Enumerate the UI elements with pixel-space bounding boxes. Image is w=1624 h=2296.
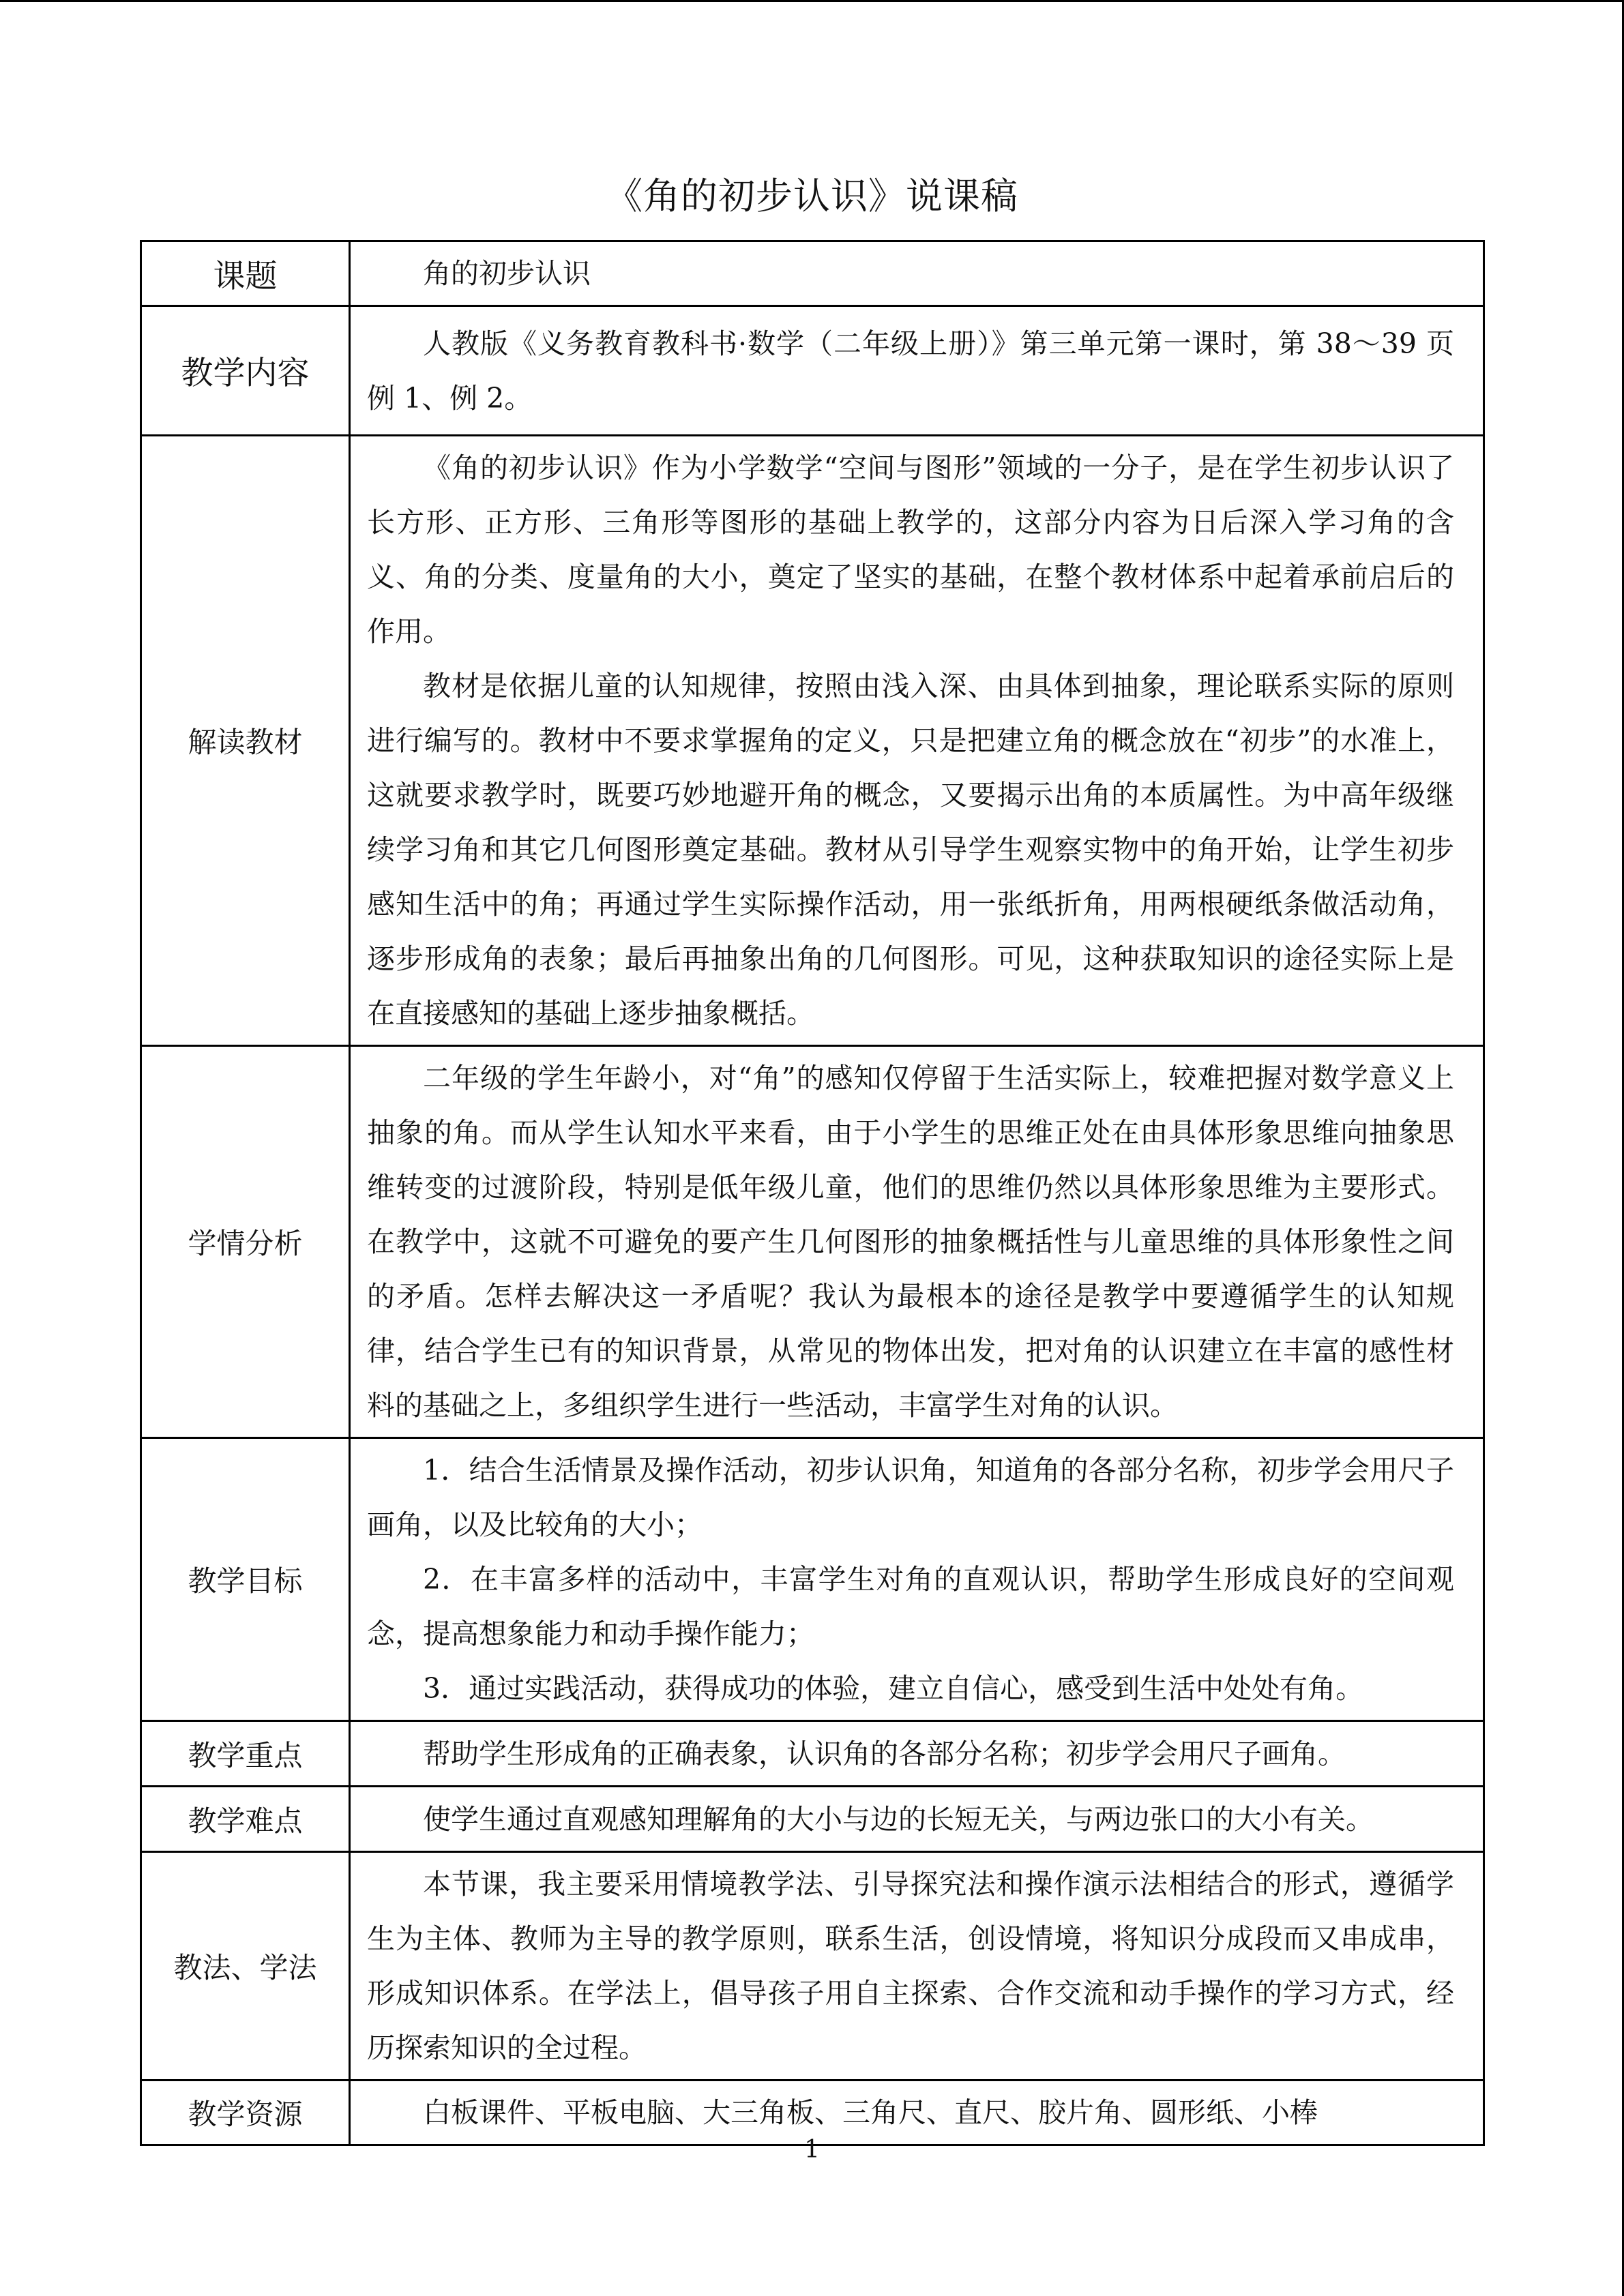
- row-label: 教学内容: [141, 306, 350, 436]
- document-title: 《角的初步认识》说课稿: [606, 175, 1018, 218]
- row-content: [350, 306, 1484, 436]
- row-label: 教学重点: [141, 1721, 350, 1787]
- row-label: 解读教材: [141, 436, 350, 1046]
- table-row-learners: [141, 1046, 1484, 1438]
- page-number: 1: [804, 2136, 820, 2164]
- content-paragraph: 1．结合生活情景及操作活动，初步认识角，知道角的各部分名称，初步学会用尺子画角，以及比较角的大小；: [367, 1454, 1454, 1541]
- table-row-methods: [141, 1852, 1484, 2081]
- content-paragraph: 3．通过实践活动，获得成功的体验，建立自信心，感受到生活中处处有角。: [423, 1672, 1364, 1705]
- page-border-top: [0, 0, 1624, 2]
- lesson-plan-table: [140, 240, 1485, 2146]
- row-content: [350, 1787, 1484, 1852]
- row-content: [350, 1852, 1484, 2081]
- row-content: [350, 241, 1484, 306]
- table-row-content: [141, 306, 1484, 436]
- content-paragraph: 教材是依据儿童的认知规律，按照由浅入深、由具体到抽象，理论联系实际的原则进行编写的。教材中不要求掌握角的定义，只是把建立角的概念放在“初步”的水准上，这就要求教学时，既要巧妙地避开角的概念，又要揭示出角的本质属性。为中高年级继续学习角和其它几何图形奠定基础。教材从引导学生观察实物中的角开始，让学生初步感知生活中的角；再通过学生实际操作活动，用一张纸折角，用两根硬纸条做活动角，逐步形成角的表象；最后再抽象出角的几何图形。可见，这种获取知识的途径实际上是在直接感知的基础上逐步抽象概括。: [367, 670, 1454, 1030]
- row-content: [350, 1438, 1484, 1721]
- content-paragraph: 2．在丰富多样的活动中，丰富学生对角的直观认识，帮助学生形成良好的空间观念，提高想象能力和动手操作能力；: [367, 1563, 1454, 1650]
- table-row-topic: [141, 241, 1484, 306]
- row-label: 教学难点: [141, 1787, 350, 1852]
- content-paragraph: 角的初步认识: [423, 257, 591, 290]
- table-row-key-points: [141, 1721, 1484, 1787]
- row-content: [350, 1046, 1484, 1438]
- row-label: 课题: [141, 241, 350, 306]
- row-content: [350, 1721, 1484, 1787]
- row-label: 教法、学法: [141, 1852, 350, 2081]
- table-row-textbook: [141, 436, 1484, 1046]
- content-paragraph: 《角的初步认识》作为小学数学“空间与图形”领域的一分子，是在学生初步认识了长方形、正方形、三角形等图形的基础上教学的，这部分内容为日后深入学习角的含义、角的分类、度量角的大小，奠定了坚实的基础，在整个教材体系中起着承前启后的作用。: [367, 451, 1454, 648]
- content-paragraph: 使学生通过直观感知理解角的大小与边的长短无关，与两边张口的大小有关。: [423, 1802, 1374, 1836]
- content-paragraph: 人教版《义务教育教科书·数学（二年级上册）》第三单元第一课时，第 38～39 页例 1、例 2。: [367, 327, 1454, 415]
- content-paragraph: 本节课，我主要采用情境教学法、引导探究法和操作演示法相结合的形式，遵循学生为主体、教师为主导的教学原则，联系生活，创设情境，将知识分成段而又串成串，形成知识体系。在学法上，倡导孩子用自主探索、合作交流和动手操作的学习方式，经历探索知识的全过程。: [367, 1868, 1454, 2064]
- content-paragraph: 白板课件、平板电脑、大三角板、三角尺、直尺、胶片角、圆形纸、小棒: [423, 2096, 1318, 2129]
- content-paragraph: 帮助学生形成角的正确表象，认识角的各部分名称；初步学会用尺子画角。: [423, 1737, 1346, 1770]
- row-label: 教学目标: [141, 1438, 350, 1721]
- row-label: 教学资源: [141, 2081, 350, 2145]
- table-row-objectives: [141, 1438, 1484, 1721]
- row-content: [350, 436, 1484, 1046]
- row-label: 学情分析: [141, 1046, 350, 1438]
- table-row-difficulties: [141, 1787, 1484, 1852]
- content-paragraph: 二年级的学生年龄小，对“角”的感知仅停留于生活实际上，较难把握对数学意义上抽象的角。而从学生认知水平来看，由于小学生的思维正处在由具体形象思维向抽象思维转变的过渡阶段，特别是低年级儿童，他们的思维仍然以具体形象思维为主要形式。在教学中，这就不可避免的要产生几何图形的抽象概括性与儿童思维的具体形象性之间的矛盾。怎样去解决这一矛盾呢？我认为最根本的途径是教学中要遵循学生的认知规律，结合学生已有的知识背景，从常见的物体出发，把对角的认识建立在丰富的感性材料的基础之上，多组织学生进行一些活动，丰富学生对角的认识。: [367, 1062, 1454, 1422]
